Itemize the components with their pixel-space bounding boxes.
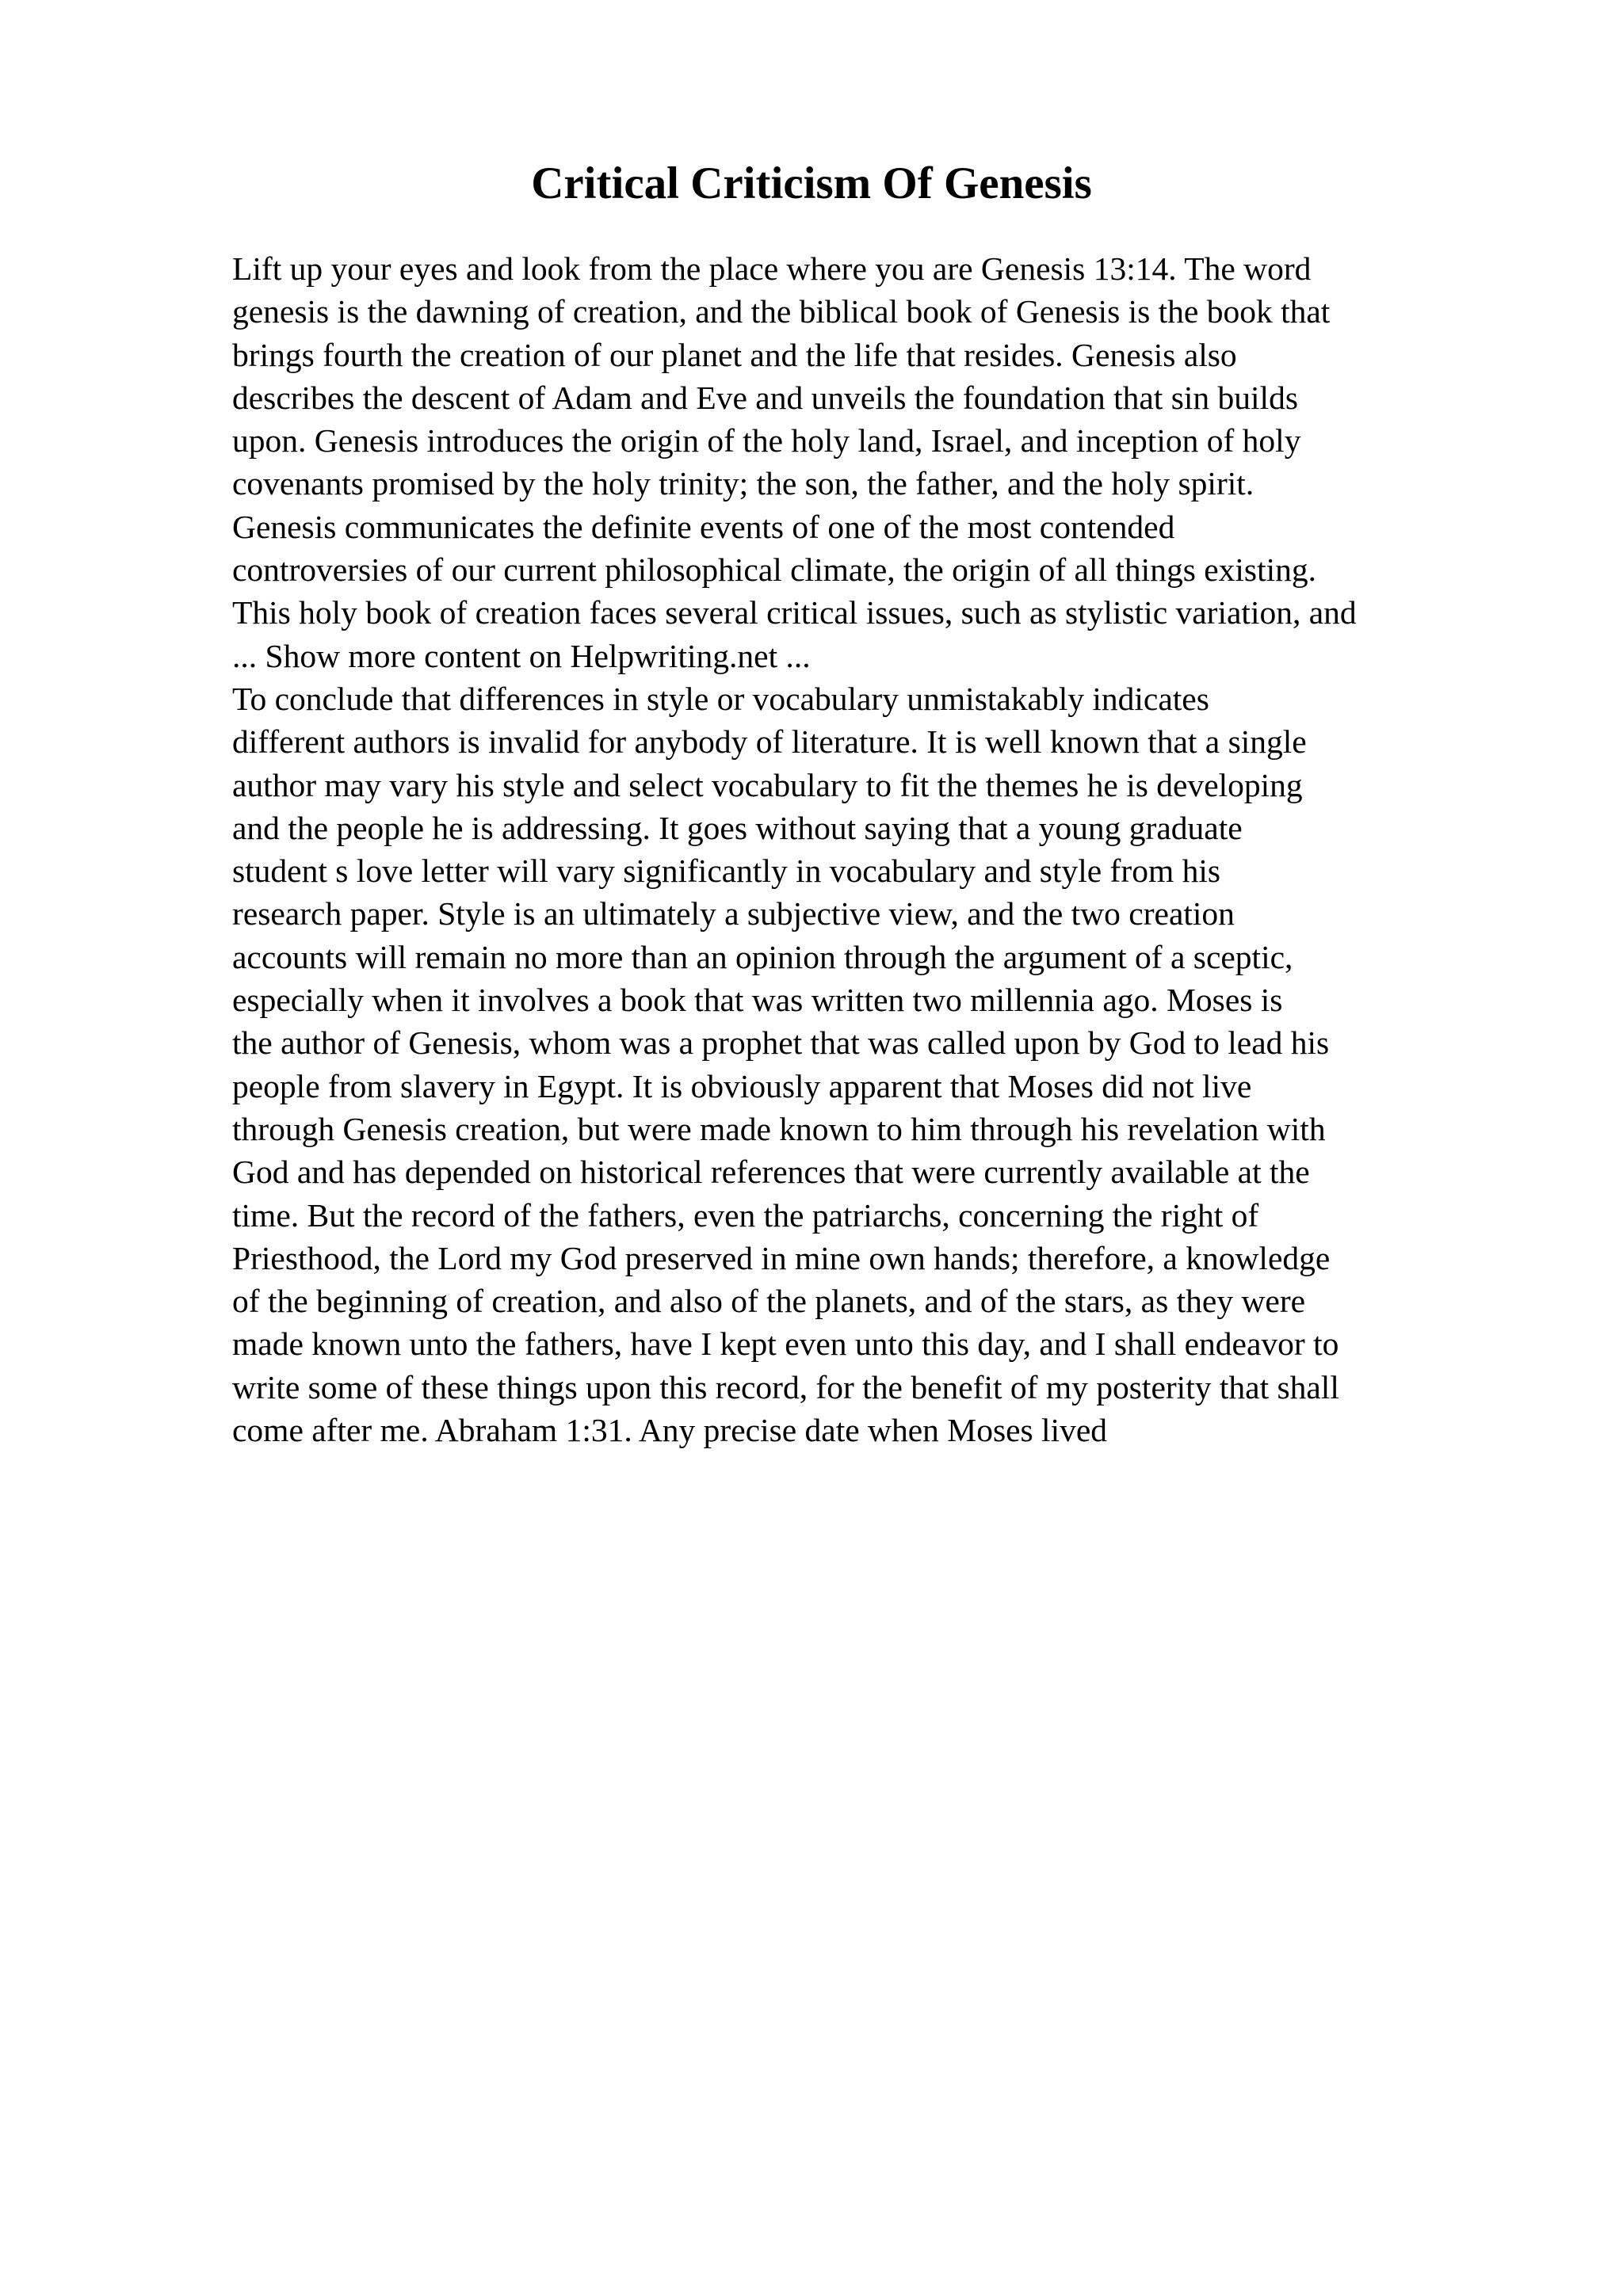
text-line: Lift up your eyes and look from the place where you are Genesis 13:14. The word	[232, 250, 1312, 287]
text-line: of the beginning of creation, and also of the planets, and of the stars, as they were	[232, 1283, 1306, 1320]
text-line: different authors is invalid for anybody of literature. It is well known that a single	[232, 723, 1307, 761]
text-line: the author of Genesis, whom was a prophet that was called upon by God to lead his	[232, 1024, 1330, 1062]
text-line: author may vary his style and select vocabulary to fit the themes he is developing	[232, 766, 1303, 803]
text-line: upon. Genesis introduces the origin of the holy land, Israel, and inception of holy	[232, 422, 1301, 460]
text-line: time. But the record of the fathers, even the patriarchs, concerning the right of	[232, 1196, 1259, 1234]
text-line: research paper. Style is an ultimately a subjective view, and the two creation	[232, 895, 1235, 933]
show-more-line: ... Show more content on Helpwriting.net ...	[232, 637, 811, 674]
text-line: write some of these things upon this record, for the benefit of my posterity that shall	[232, 1368, 1339, 1405]
text-line: controversies of our current philosophical climate, the origin of all things existing.	[232, 551, 1317, 589]
text-line: brings fourth the creation of our planet and the life that resides. Genesis also	[232, 336, 1237, 373]
text-line: Priesthood, the Lord my God preserved in mine own hands; therefore, a knowledge	[232, 1239, 1331, 1276]
text-line: describes the descent of Adam and Eve and unveils the foundation that sin builds	[232, 379, 1298, 416]
text-line: This holy book of creation faces several critical issues, such as stylistic variation, and	[232, 594, 1357, 631]
document-body	[232, 247, 1516, 1451]
text-line: Genesis communicates the definite events of one of the most contended	[232, 508, 1175, 545]
text-line: and the people he is addressing. It goes without saying that a young graduate	[232, 809, 1243, 846]
text-line: especially when it involves a book that was written two millennia ago. Moses is	[232, 982, 1283, 1019]
text-line: genesis is the dawning of creation, and the biblical book of Genesis is the book that	[232, 293, 1331, 330]
text-line: come after me. Abraham 1:31. Any precise date when Moses lived	[232, 1412, 1108, 1449]
text-line: To conclude that differences in style or vocabulary unmistakably indicates	[232, 680, 1209, 717]
document-title: Critical Criticism Of Genesis	[531, 158, 1092, 208]
text-line: God and has depended on historical references that were currently available at the	[232, 1154, 1310, 1191]
text-line: student s love letter will vary significantly in vocabulary and style from his	[232, 852, 1221, 890]
text-line: through Genesis creation, but were made known to him through his revelation with	[232, 1110, 1326, 1147]
text-line: people from slavery in Egypt. It is obviously apparent that Moses did not live	[232, 1067, 1252, 1104]
text-line: covenants promised by the holy trinity; the son, the father, and the holy spirit.	[232, 465, 1254, 502]
text-line: made known unto the fathers, have I kept even unto this day, and I shall endeavor to	[232, 1325, 1339, 1363]
text-line: accounts will remain no more than an opinion through the argument of a sceptic,	[232, 938, 1293, 975]
